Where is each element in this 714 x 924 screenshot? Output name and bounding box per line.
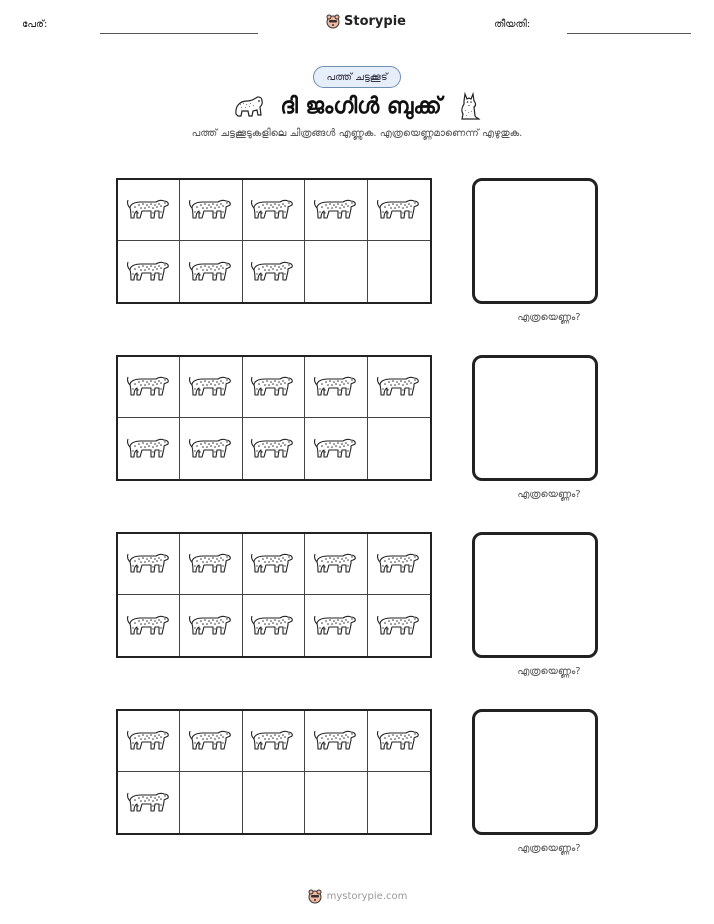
ten-frame-cell [118,772,180,833]
leopard-icon [313,430,359,468]
leopard-icon [250,191,296,229]
bear-icon [232,92,266,120]
ten-frame-cell [243,711,305,772]
ten-frame-cell [368,595,430,656]
ten-frame-cell [180,772,242,833]
ten-frame-cell [368,772,430,833]
leopard-icon [313,545,359,583]
leopard-icon [313,722,359,760]
ten-frame-cell [180,595,242,656]
how-many-label: എത്രയെണ്ണം? [517,312,581,323]
leopard-icon [376,191,422,229]
storypie-mascot-icon [307,888,323,904]
leopard-icon [126,430,172,468]
leopard-icon [313,191,359,229]
leopard-icon [126,191,172,229]
instructions: പത്ത് ചട്ടക്കൂടുകളിലെ ചിത്രങ്ങൾ എണ്ണുക. എത്രയെണ്ണമാണെന്ന് എഴുതുക. [191,128,523,139]
ten-frame-cell [118,180,180,241]
leopard-icon [188,191,234,229]
ten-frame-cell [368,241,430,302]
ten-frame-cell [305,357,367,418]
leopard-icon [188,545,234,583]
footer [0,888,714,904]
leopard-icon [126,545,172,583]
answer-box[interactable] [472,709,598,835]
leopard-icon [188,368,234,406]
leopard-icon [188,722,234,760]
leopard-icon [188,430,234,468]
answer-box[interactable] [472,355,598,481]
ten-frame-cell [305,595,367,656]
ten-frame-cell [180,180,242,241]
leopard-icon [126,607,172,645]
ten-frame [116,178,432,304]
leopard-icon [250,253,296,291]
ten-frame-cell [243,418,305,479]
leopard-icon [250,607,296,645]
leopard-icon [376,722,422,760]
ten-frame-cell [118,241,180,302]
leopard-icon [188,607,234,645]
name-label: പേര്: [22,19,48,30]
ten-frame-cell [243,595,305,656]
leopard-icon [126,784,172,822]
title-row [0,90,714,122]
leopard-icon [313,368,359,406]
brand-logo [325,13,406,29]
ten-frame-cell [118,711,180,772]
leopard-icon [250,430,296,468]
ten-frame-cell [180,357,242,418]
ten-frame-cell [368,534,430,595]
ten-frame-cell [305,418,367,479]
how-many-label: എത്രയെണ്ണം? [517,666,581,677]
ten-frame-cell [243,357,305,418]
ten-frame-cell [368,357,430,418]
ten-frame [116,709,432,835]
ten-frame-cell [368,711,430,772]
ten-frame-cell [118,595,180,656]
worksheet-type-badge: പത്ത് ചട്ടക്കൂട് [313,66,401,88]
ten-frame-cell [305,534,367,595]
ten-frame-cell [243,772,305,833]
footer-url: mystorypie.com [326,890,408,902]
leopard-icon [376,368,422,406]
leopard-icon [313,607,359,645]
name-field[interactable] [100,33,258,34]
leopard-icon [250,722,296,760]
date-field[interactable] [567,33,691,34]
leopard-icon [376,545,422,583]
ten-frame [116,532,432,658]
leopard-icon [126,722,172,760]
ten-frame-cell [180,534,242,595]
date-label: തീയതി: [494,19,531,30]
ten-frame-cell [118,418,180,479]
ten-frame-cell [368,418,430,479]
ten-frame-cell [305,772,367,833]
leopard-icon [126,253,172,291]
storypie-mascot-icon [325,13,341,29]
ten-frame-cell [180,418,242,479]
ten-frame-cell [305,241,367,302]
ten-frame-cell [243,180,305,241]
ten-frame-cell [305,180,367,241]
leopard-icon [250,368,296,406]
ten-frame-cell [180,241,242,302]
leopard-icon [126,368,172,406]
leopard-icon [376,607,422,645]
answer-box[interactable] [472,532,598,658]
worksheet-title: ദി ജംഗിൾ ബുക്ക് [280,93,442,119]
ten-frame-cell [305,711,367,772]
ten-frame-cell [243,241,305,302]
leopard-icon [250,545,296,583]
how-many-label: എത്രയെണ്ണം? [517,843,581,854]
ten-frame-cell [118,534,180,595]
answer-box[interactable] [472,178,598,304]
ten-frame-cell [180,711,242,772]
ten-frame [116,355,432,481]
how-many-label: എത്രയെണ്ണം? [517,489,581,500]
ten-frame-cell [118,357,180,418]
wolf-icon [456,90,482,122]
ten-frame-cell [243,534,305,595]
leopard-icon [188,253,234,291]
brand-name: Storypie [344,13,406,29]
ten-frame-cell [368,180,430,241]
